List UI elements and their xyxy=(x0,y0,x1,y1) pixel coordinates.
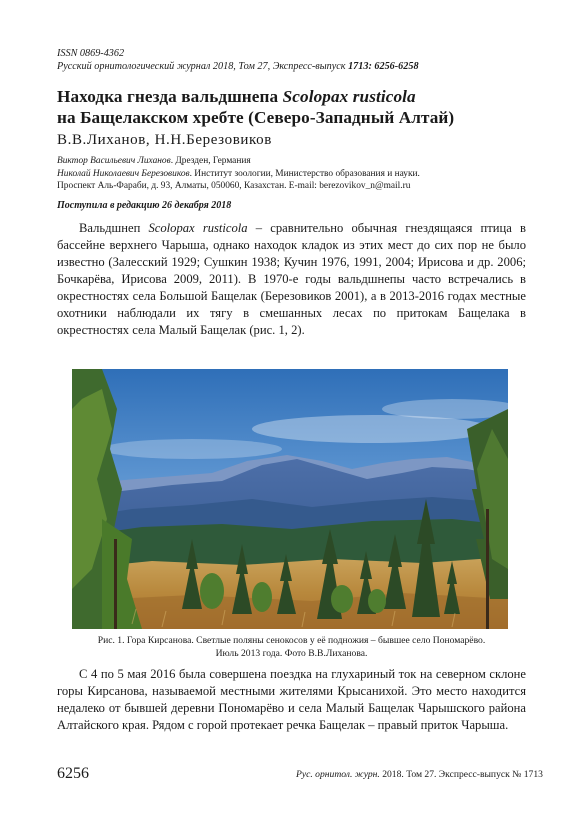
paragraph-1: Вальдшнеп Scolopax rusticola – сравнительно обычная гнездящаяся птица в бассейне верхнего Чарыша, однако находок кладок из этих мест до сих пор не было известно (Залесский 1929; Сушкин 1938; Кучин 1976, 1991, 2004; Ирисова и др. 2006; Бочкарёва, Ирисова 2009, 2011). В 1970-е годы вальдшнепы часто встречались в окрестностях села Большой Бащелак (Березовиков 2001), а в 2013-2016 годах местные охотники наблюдали их тягу в смешанных лесах по притокам Бащелака в окрестностях села Малый Бащелак (рис. 1, 2). xyxy=(57,221,526,337)
journal-name: Русский орнитологический журнал 2018, Том 27, Экспресс-выпуск xyxy=(57,61,349,72)
caption-line-2: Июль 2013 года. Фото В.В.Лиханова. xyxy=(215,648,368,659)
paragraph-2: С 4 по 5 мая 2016 была совершена поездка на глухариный ток на северном склоне горы Кирсанова, называемой местными жителями Крысанихой. Это место находится недалеко от бывшей деревни Пономарёво и села Малый Бащелак Чарышского района Алтайского края. Рядом с горой протекает речка Бащелак – правый приток Чарыша. xyxy=(57,667,526,732)
issn: ISSN 0869-4362 xyxy=(57,48,125,59)
received-date: Поступила в редакцию 26 декабря 2018 xyxy=(57,200,232,211)
journal-line xyxy=(57,60,537,73)
title-line-1: Находка гнезда вальдшнепа Scolopax rusticola xyxy=(57,87,416,106)
issue-number: 1713 xyxy=(348,61,369,72)
page-range: : 6256-6258 xyxy=(368,61,419,72)
affiliation-address: Проспект Аль-Фараби, д. 93, Алматы, 050060, Казахстан. E-mail: berezovikov_n@mail.ru xyxy=(57,181,411,192)
journal-header xyxy=(57,47,537,73)
affiliation-1: Виктор Васильевич Лиханов. Дрезден, Германия xyxy=(57,156,251,166)
figure-caption xyxy=(57,634,526,660)
article-title xyxy=(57,86,537,128)
title-species: Scolopax rusticola xyxy=(282,87,416,106)
journal-abbr: Рус. орнитол. журн. xyxy=(296,769,380,780)
figure-photo xyxy=(72,369,508,629)
species-name: Scolopax rusticola xyxy=(148,221,248,235)
footer-reference: Рус. орнитол. журн. 2018. Том 27. Экспресс-выпуск № 1713 xyxy=(296,769,543,780)
page-number: 6256 xyxy=(57,765,89,782)
affiliation-2: Николай Николаевич Березовиков. Институт зоологии, Министерство образования и науки. xyxy=(57,168,420,179)
caption-line-1: Рис. 1. Гора Кирсанова. Светлые поляны сенокосов у её подножия – бывшее село Пономарёво. xyxy=(97,635,486,646)
authors: В.В.Лиханов, Н.Н.Березовиков xyxy=(57,132,272,148)
affiliations xyxy=(57,155,537,193)
title-line-2: на Бащелакском хребте (Северо-Западный Алтай) xyxy=(57,108,455,127)
